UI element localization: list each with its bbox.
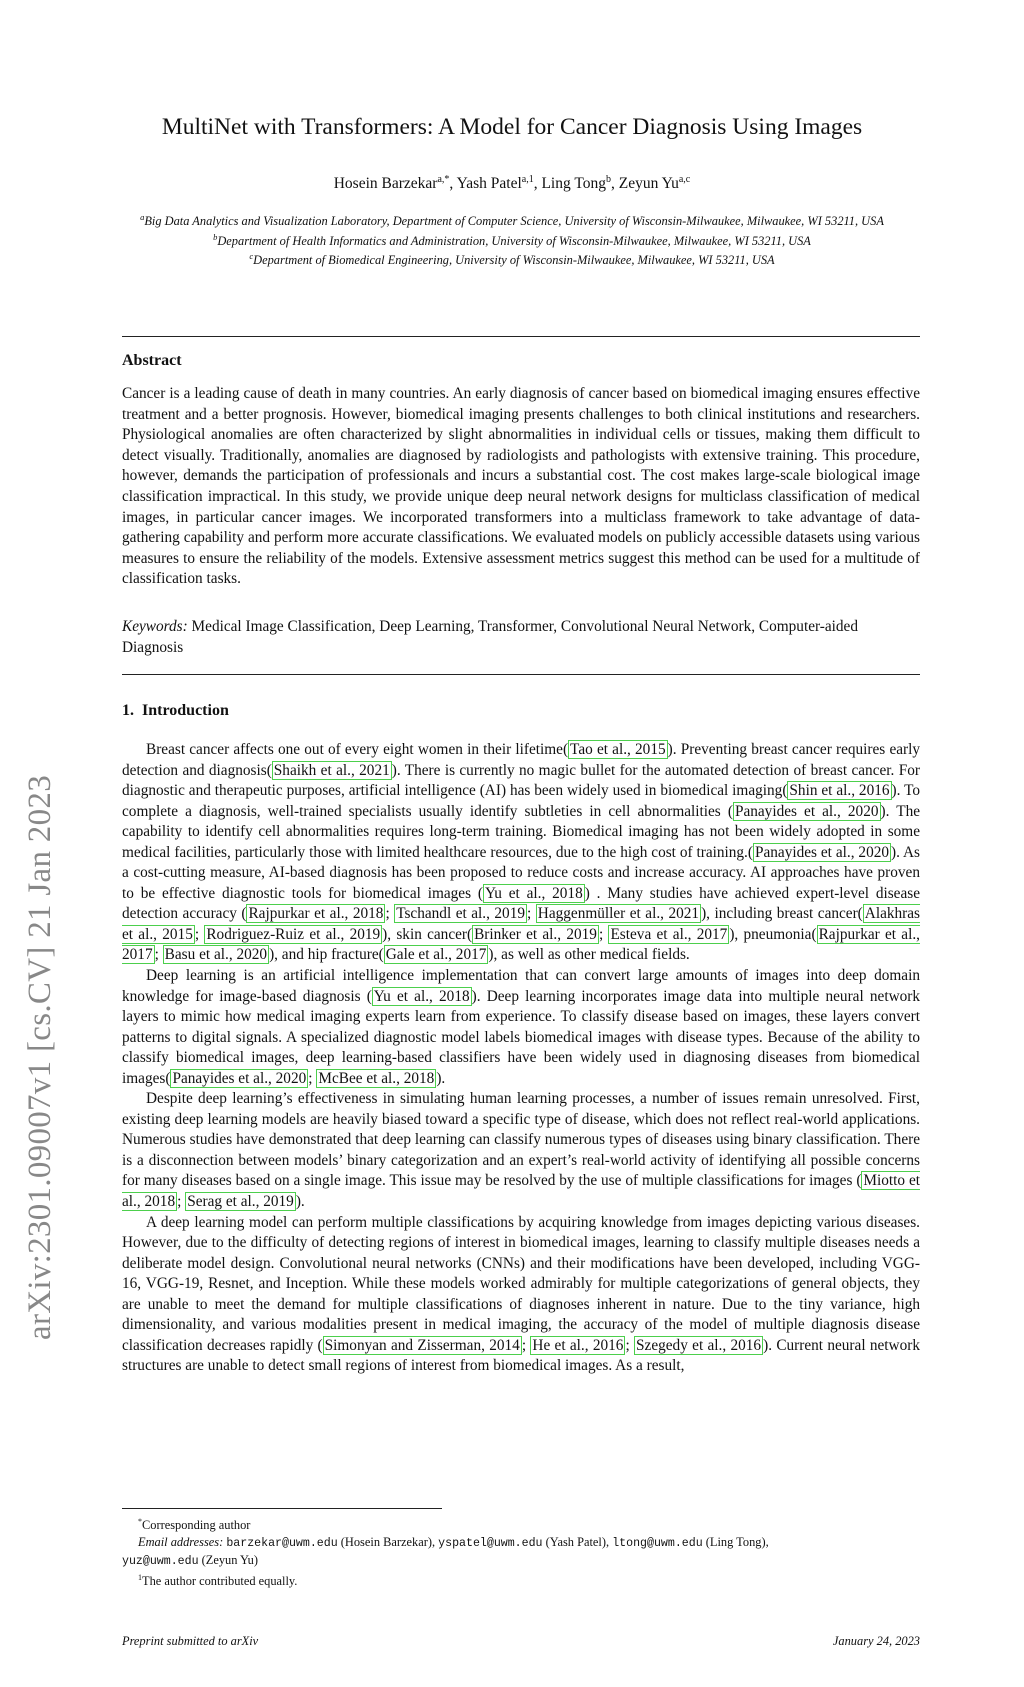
footer-date: January 24, 2023	[832, 1634, 920, 1648]
footnote-emails-cont	[122, 1552, 920, 1570]
footnote-equal	[138, 1570, 920, 1590]
paragraph-text: ;	[521, 1336, 531, 1354]
paragraph-text: ), as well as other medical fields.	[488, 946, 690, 964]
paragraph-text: ), pneumonia(	[729, 925, 817, 943]
affiliation-text: Department of Health Informatics and Administration, University of Wisconsin-Milwaukee, Milwaukee, WI 53211, USA	[217, 233, 811, 248]
affiliation-c	[122, 249, 902, 269]
author-affil-mark: a,*	[437, 174, 450, 185]
paragraph-text: ;	[154, 946, 163, 964]
intro-paragraph	[122, 740, 920, 966]
paragraph-text: ), and hip fracture(	[269, 946, 384, 964]
paragraph-text: ), skin cancer(	[382, 925, 473, 943]
footnote-corresponding	[138, 1514, 920, 1534]
keywords-text: Medical Image Classification, Deep Learning, Transformer, Convolutional Neural Network, Computer-aided Diagnosis	[122, 618, 858, 656]
affiliation-mark: b	[213, 231, 218, 242]
citation-link[interactable]: Alakhras et al., 2015	[122, 905, 921, 943]
email-link[interactable]: yuz@uwm.edu	[122, 1554, 199, 1568]
footnote-mark: 1	[138, 1573, 142, 1583]
intro-paragraph	[122, 966, 920, 1089]
citation-link[interactable]: Tschandl et al., 2019	[396, 905, 526, 923]
paragraph-text: ;	[527, 905, 536, 923]
paragraph-text: ). The capability to identify cell abnormalities requires long-term training. Biomedical imaging has not been widely adopted in some medical facilities, particularly those with limited healthcare resources, due to the high cost of training.(	[122, 802, 921, 861]
citation-link[interactable]: Tao et al., 2015	[570, 741, 666, 758]
paragraph-text: ;	[177, 1193, 186, 1211]
footnote-mark: *	[138, 1517, 142, 1526]
email-link[interactable]: yspatel@uwm.edu	[438, 1536, 543, 1550]
citation-link[interactable]: Simonyan and Zisserman, 2014	[324, 1336, 520, 1354]
paragraph-text: ;	[194, 925, 205, 943]
email-label: Email addresses:	[138, 1534, 224, 1549]
paragraph-text: ;	[308, 1069, 317, 1087]
paragraph-text: Deep learning is an artificial intelligence implementation that can convert large amounts of images into deep domain knowledge for image-based diagnosis (	[122, 967, 920, 1005]
citation-link[interactable]: Yu et al., 2018	[484, 884, 583, 902]
footnote-rule	[122, 1508, 442, 1509]
paragraph-text: ). Deep learning incorporates image data into multiple neural network layers to mimic how medical imaging experts learn from experience. To classify disease based on images, these layers convert patterns to digital signals. A specialized diagnostic model labels biomedical images with disease types. Because of the ability to classify biomedical images, deep learning-based classifiers have been widely used in diagnosing diseases from biomedical images(	[122, 987, 921, 1087]
affiliations	[122, 210, 902, 269]
section-heading	[122, 702, 229, 720]
affiliation-text: Big Data Analytics and Visualization Laboratory, Department of Computer Science, University of Wisconsin-Milwaukee, Milwaukee, WI 53211, USA	[144, 214, 884, 229]
email-owner: (Yash Patel),	[545, 1534, 610, 1549]
paragraph-text: A deep learning model can perform multiple classifications by acquiring knowledge from images depicting various diseases. However, due to the difficulty of detecting regions of interest in biomedical images, learning to classify multiple diseases needs a deliberate model design. Convolutional neural networks (CNNs) and their modifications have been developed, including VGG-16, VGG-19, Resnet, and Inception. While these models worked admirably for multiple categorizations of general objects, they are unable to meet the demand for multiple classifications of diagnoses inherent in nature. Due to the tiny variance, high dimensionality, and various modalities present in medical imaging, the accuracy of the model of multiple diagnosis disease classification decreases rapidly (	[122, 1213, 920, 1354]
footer-venue: Preprint submitted to arXiv	[122, 1634, 259, 1648]
affiliation-a	[122, 210, 902, 230]
email-owner: (Ling Tong),	[705, 1534, 769, 1549]
citation-link[interactable]: Szegedy et al., 2016	[636, 1336, 762, 1354]
author-list: Hosein Barzekar$^{a,*}$, Yash Patel$^{a,1}$, Ling Tong$^b$, Zeyun Yu$^{a,c}$	[333, 174, 691, 193]
intro-paragraph	[122, 1089, 920, 1212]
citation-link[interactable]: Miotto et al., 2018	[122, 1172, 920, 1211]
paragraph-text: ). Preventing breast cancer requires early detection and diagnosis(	[122, 741, 921, 779]
citation-link[interactable]: Rajpurkar et al., 2017	[122, 925, 920, 964]
paragraph-text: ).	[295, 1193, 305, 1211]
affiliation-mark: a	[140, 212, 145, 222]
citation-link[interactable]: Panayides et al., 2020	[754, 843, 890, 861]
citation-link[interactable]: Haggenmüller et al., 2021	[537, 905, 700, 923]
author-affil-mark: a,c	[678, 174, 691, 185]
paragraph-text: ;	[598, 925, 609, 943]
abstract-heading: Abstract	[122, 352, 182, 369]
introduction-body	[122, 740, 920, 1377]
author-name: Hosein Barzekar	[333, 175, 438, 193]
citation-link[interactable]: McBee et al., 2018	[318, 1069, 435, 1087]
citation-link[interactable]: Brinker et al., 2019	[474, 925, 597, 943]
footnote-text: The author contributed equally.	[142, 1574, 298, 1589]
citation-link[interactable]: Serag et al., 2019	[187, 1193, 294, 1211]
citation-link[interactable]: Gale et al., 2017	[385, 946, 487, 964]
abstract-bottom-rule	[122, 674, 920, 675]
citation-link[interactable]: Basu et al., 2020	[164, 946, 268, 964]
abstract-text: Cancer is a leading cause of death in many countries. An early diagnosis of cancer based on biomedical imaging ensures effective treatment and a better prognosis. However, biomedical imaging presents challenges to both clinical institutions and researchers. Physiological anomalies are often characterized by slight abnormalities in individual cells or tissues, making them difficult to detect visually. Traditionally, anomalies are diagnosed by radiologists and pathologists with extensive training. This procedure, however, demands the participation of professionals and incurs a substantial cost. The cost makes large-scale biological image classification impractical. In this study, we provide unique deep neural network designs for multiclass classification of medical images, in particular cancer images. We incorporated transformers into a multiclass framework to take advantage of data-gathering capability and perform more accurate classifications. We evaluated models on publicly accessible datasets using various measures to ensure the reliability of the models. Extensive assessment metrics suggest this method can be used for a multitude of classification tasks.	[122, 385, 920, 588]
paragraph-text: ). To complete a diagnosis, well-trained specialists usually identify subtleties in cell abnormalities (	[122, 782, 920, 820]
paragraph-text: Despite deep learning’s effectiveness in simulating human learning processes, a number of issues remain unresolved. First, existing deep learning models are heavily biased toward a specific type of disease, which does not reflect real-world applications. Numerous studies have demonstrated that deep learning can classify numerous types of diseases using binary classification. There is a disconnection between models’ binary categorization and an expert’s real-world activity of identifying all possible concerns for many diseases based on a single image. This issue may be resolved by the use of multiple classifications for images (	[122, 1090, 920, 1190]
paragraph-text: ).	[436, 1069, 446, 1087]
email-owner: (Zeyun Yu)	[201, 1552, 258, 1567]
citation-link[interactable]: Shin et al., 2016	[789, 782, 890, 800]
author-name: Zeyun Yu	[618, 175, 679, 193]
citation-link[interactable]: Panayides et al., 2020	[734, 802, 879, 820]
arxiv-side-stamp: arXiv:2301.09007v1 [cs.CV] 21 Jan 2023	[22, 774, 58, 1340]
paragraph-text: ). There is currently no magic bullet for the automated detection of breast cancer. For diagnostic and therapeutic purposes, artificial intelligence (AI) has been widely used in biomedical imaging(	[122, 761, 920, 800]
citation-link[interactable]: Shaikh et al., 2021	[273, 761, 390, 779]
paragraph-text: Breast cancer affects one out of every eight women in their lifetime(	[146, 741, 569, 758]
paragraph-text: ), including breast cancer(	[701, 905, 863, 923]
citation-link[interactable]: Yu et al., 2018	[373, 987, 470, 1005]
citation-link[interactable]: He et al., 2016	[532, 1336, 624, 1354]
footnote-text: Corresponding author	[142, 1518, 251, 1533]
paragraph-text: ) . Many studies have achieved expert-level disease detection accuracy (	[122, 884, 921, 923]
footnotes	[122, 1514, 920, 1590]
author-name: Ling Tong	[541, 175, 606, 193]
paragraph-text: ;	[625, 1336, 635, 1354]
paper-title: MultiNet with Transformers: A Model for Cancer Diagnosis Using Images	[161, 114, 863, 140]
affiliation-text: Department of Biomedical Engineering, University of Wisconsin-Milwaukee, Milwaukee, WI 53211, USA	[253, 253, 775, 268]
section-number: 1.	[122, 702, 134, 719]
abstract-top-rule	[122, 336, 920, 337]
citation-link[interactable]: Panayides et al., 2020	[172, 1069, 307, 1087]
intro-paragraph	[122, 1213, 920, 1377]
email-link[interactable]: barzekar@uwm.edu	[226, 1536, 338, 1550]
citation-link[interactable]: Esteva et al., 2017	[610, 925, 728, 943]
paragraph-text: ;	[385, 905, 395, 923]
author-affil-mark: a,1	[521, 174, 534, 185]
footnote-emails	[138, 1534, 920, 1552]
citation-link[interactable]: Rajpurkar et al., 2018	[248, 905, 384, 923]
paragraph-text: ). Current neural network structures are unable to detect small regions of interest from biomedical images. As a result,	[122, 1336, 920, 1375]
section-title: Introduction	[142, 702, 229, 719]
email-owner: (Hosein Barzekar),	[340, 1534, 436, 1549]
author-affil-mark: b	[605, 174, 611, 185]
keywords	[122, 617, 920, 658]
affiliation-b	[122, 230, 902, 250]
affiliation-mark: c	[249, 251, 254, 262]
paragraph-text: ). As a cost-cutting measure, AI-based diagnosis has been proposed to reduce costs and increase accuracy. AI approaches have proven to be effective diagnostic tools for biomedical images (	[122, 843, 920, 902]
email-link[interactable]: ltong@uwm.edu	[612, 1536, 703, 1550]
keywords-label: Keywords:	[122, 618, 188, 635]
citation-link[interactable]: Rodriguez-Ruiz et al., 2019	[206, 925, 381, 943]
author-name: Yash Patel	[456, 175, 522, 193]
